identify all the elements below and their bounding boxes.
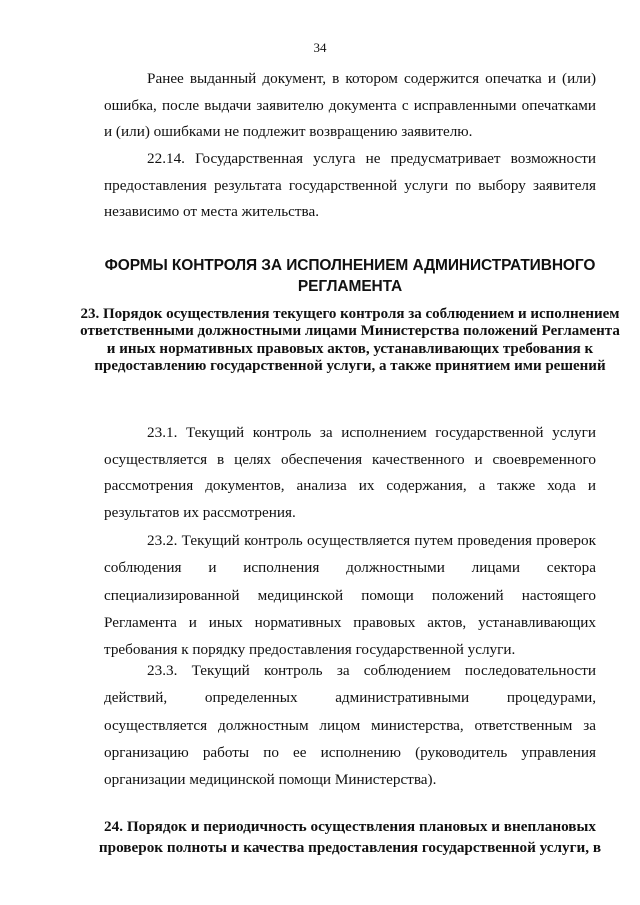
subsection-24-heading: 24. Порядок и периодичность осуществления плановых и внеплановых проверок полноты и качества предоставления государственной услуги, в [98,818,602,856]
paragraph-23-1: 23.1. Текущий контроль за исполнением государственной услуги осуществляется в целях обеспечения качественного и своевременного рассмотрения документов, анализа их содержания, а также хода и результатов их рассмотрения. [104,424,596,521]
paragraph-reissued-document: Ранее выданный документ, в котором содержится опечатка и (или) ошибка, после выдачи заявителю документа с исправленными опечатками и (или) ошибками не подлежит возвращению заявителю. [104,70,596,141]
page-number: 34 [313,40,327,55]
subsection-23-heading: 23. Порядок осуществления текущего контроля за соблюдением и исполнением ответственными должностными лицами Министерства положений Регламента и иных нормативных правовых актов, устанавливающих требования к предоставлению государственной услуги, а также принятием ими решений [80,306,620,374]
section-heading-control-forms: ФОРМЫ КОНТРОЛЯ ЗА ИСПОЛНЕНИЕМ АДМИНИСТРАТИВНОГО РЕГЛАМЕНТА [104,257,596,295]
paragraph-23-3: 23.3. Текущий контроль за соблюдением последовательности действий, определенных административными процедурами, осуществляется должностным лицом министерства, ответственным за организацию работы по ее исполнению (руководитель управления организации медицинской помощи Министерства). [104,662,596,789]
paragraph-23-2: 23.2. Текущий контроль осуществляется путем проведения проверок соблюдения и исполнения должностными лицами сектора специализированной медицинской помощи положений настоящего Регламента и иных нормативных правовых актов, устанавливающих требования к порядку предоставления государственной услуги. [104,532,596,659]
paragraph-22-14: 22.14. Государственная услуга не предусматривает возможности предоставления результата государственной услуги по выбору заявителя независимо от места жительства. [104,150,596,221]
